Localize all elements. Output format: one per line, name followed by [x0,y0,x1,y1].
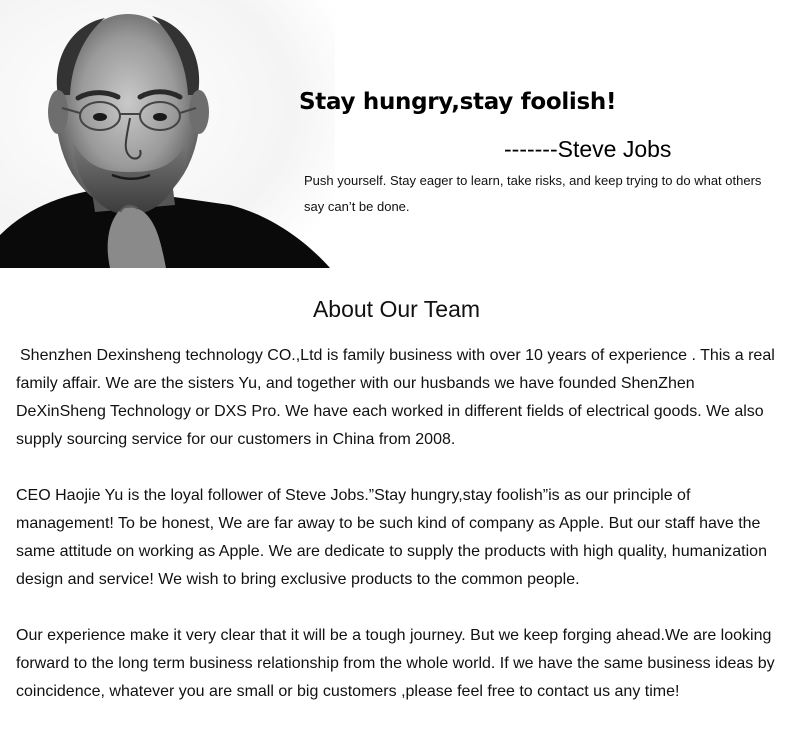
about-paragraph-2: CEO Haojie Yu is the loyal follower of Steve Jobs.”Stay hungry,stay foolish”is as our principle of management! To be honest, We are far away to be such kind of company as Apple. But our staff have the same attitude on working as Apple. We are dedicate to supply the products with high quality, humanization design and service! We wish to bring exclusive products to the common people. [16,487,767,588]
portrait-photo [0,0,335,268]
about-paragraph-1: Shenzhen Dexinsheng technology CO.,Ltd is family business with over 10 years of experience . This a real family affair. We are the sisters Yu, and together with our husbands we have founded ShenZhen DeXinSheng Technology or DXS Pro. We have each worked in different fields of electrical goods. We also supply sourcing service for our customers in China from 2008. [16,347,775,448]
quote-heading: Stay hungry,stay foolish! [299,89,617,115]
section-title: About Our Team [312,296,481,322]
tagline-text: Push yourself. Stay eager to learn, take risks, and keep trying to do what others say can’t be done. [304,173,762,214]
quote-attribution: -------Steve Jobs [504,136,672,162]
about-paragraph-3: Our experience make it very clear that it will be a tough journey. But we keep forging ahead.We are looking forward to the long term business relationship from the whole world. If we have the same business ideas by coincidence, whatever you are small or big customers ,please feel free to contact us any time! [16,627,775,700]
